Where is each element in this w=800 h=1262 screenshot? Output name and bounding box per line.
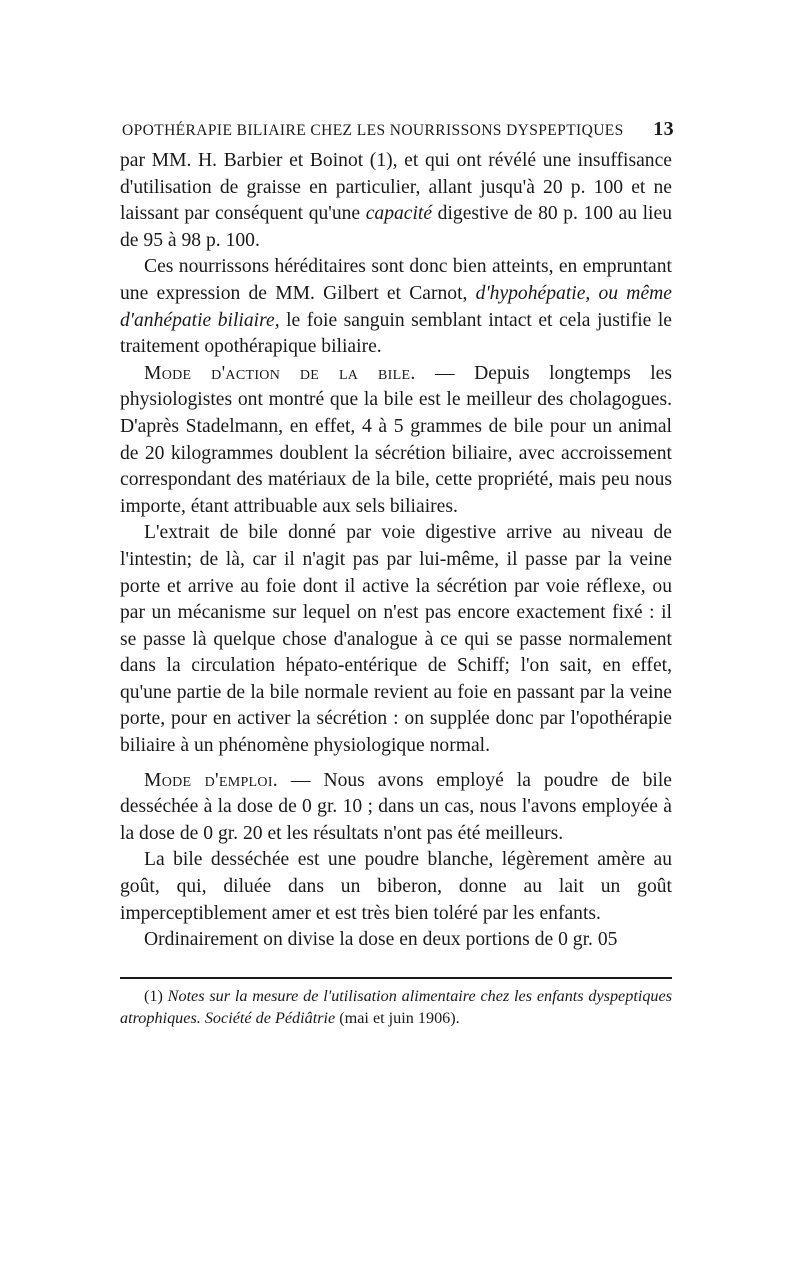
footnote-divider: [120, 977, 672, 979]
section-heading-mode-action: Mode d'action de la bile.: [144, 362, 416, 384]
paragraph-4: L'extrait de bile donné par voie digestive arrive au niveau de l'intestin; de là, car il n'agit pas par lui-même, il passe par la veine porte et arrive au foie dont il active la sécrétion par voie réflexe, ou par un mécanisme sur lequel on n'est pas encore exactement fixé : il se passe là quelque chose d'analogue à ce qui se passe normalement dans la circulation hépato-entérique de Schiff; l'on sait, en effet, qu'une partie de la bile normale revient au foie en passant par la veine porte, pour en activer la sécrétion : on supplée donc par l'opothérapie biliaire à un phénomène physiologique normal.: [120, 522, 672, 757]
footnote-entry: [120, 985, 672, 1029]
paragraph-5-text: — Nous avons employé la poudre de bile desséchée à la dose de 0 gr. 10 ; dans un cas, nous l'avons employée à la dose de 0 gr. 20 et les résultats n'ont pas été meilleurs.: [120, 769, 672, 844]
paragraph-1-text: par MM. H. Barbier et Boinot (1), et qui ont révélé une insuffisance d'utilisation de graisse en particulier, allant jusqu'à 20 p. 100 et ne laissant par conséquent qu'une: [120, 150, 672, 225]
running-header: [122, 118, 674, 141]
paragraph-mode-action: [120, 361, 672, 521]
footnote: [120, 985, 672, 1029]
paragraph-1-text-end: digestive de 80 p. 100 au lieu de 95 à 98 p. 100.: [120, 203, 672, 251]
footnote-marker: (1): [144, 987, 168, 1005]
paragraph-2-text-end: le foie sanguin semblant intact et cela justifie le traitement opothérapique biliaire.: [120, 309, 673, 358]
emphasis-capacite: capacité: [365, 203, 433, 225]
paragraph-2-text: Ces nourrissons héréditaires sont donc bien atteints, en empruntant une expression de MM. Gilbert et Carnot,: [120, 256, 672, 304]
paragraph-7: Ordinairement on divise la dose en deux portions de 0 gr. 05: [144, 929, 618, 951]
paragraph-2: [120, 254, 672, 360]
emphasis-hypohepatie: d'hypohépatie, ou même d'anhépatie biliaire,: [120, 282, 673, 331]
page-number: 13: [653, 118, 674, 140]
paragraph-3-text: — Depuis longtemps les physiologistes ont montré que la bile est le meilleur des cholagogues. D'après Stadelmann, en effet, 4 à 5 grammes de bile pour un animal de 20 kilogrammes doublent la sécrétion biliaire, avec accroissement correspondant des matériaux de la bile, cette propriété, mais peu nous importe, étant attribuable aux sels biliaires.: [120, 362, 672, 517]
body-text: [120, 148, 672, 954]
footnote-title: Notes sur la mesure de l'utilisation alimentaire chez les enfants dyspeptiques atrophiques. Société de Pédiâtrie: [120, 987, 672, 1027]
section-heading-mode-emploi: Mode d'emploi.: [144, 769, 278, 791]
paragraph-mode-emploi: [120, 768, 672, 848]
running-title: OPOTHÉRAPIE BILIAIRE CHEZ LES NOURRISSONS DYSPEPTIQUES: [122, 122, 624, 139]
paragraph-6: La bile desséchée est une poudre blanche, légèrement amère au goût, qui, diluée dans un biberon, donne au lait un goût imperceptiblement amer et est très bien toléré par les enfants.: [120, 849, 672, 924]
footnote-date: (mai et juin 1906).: [335, 1009, 460, 1027]
paragraph-1: [120, 148, 672, 254]
